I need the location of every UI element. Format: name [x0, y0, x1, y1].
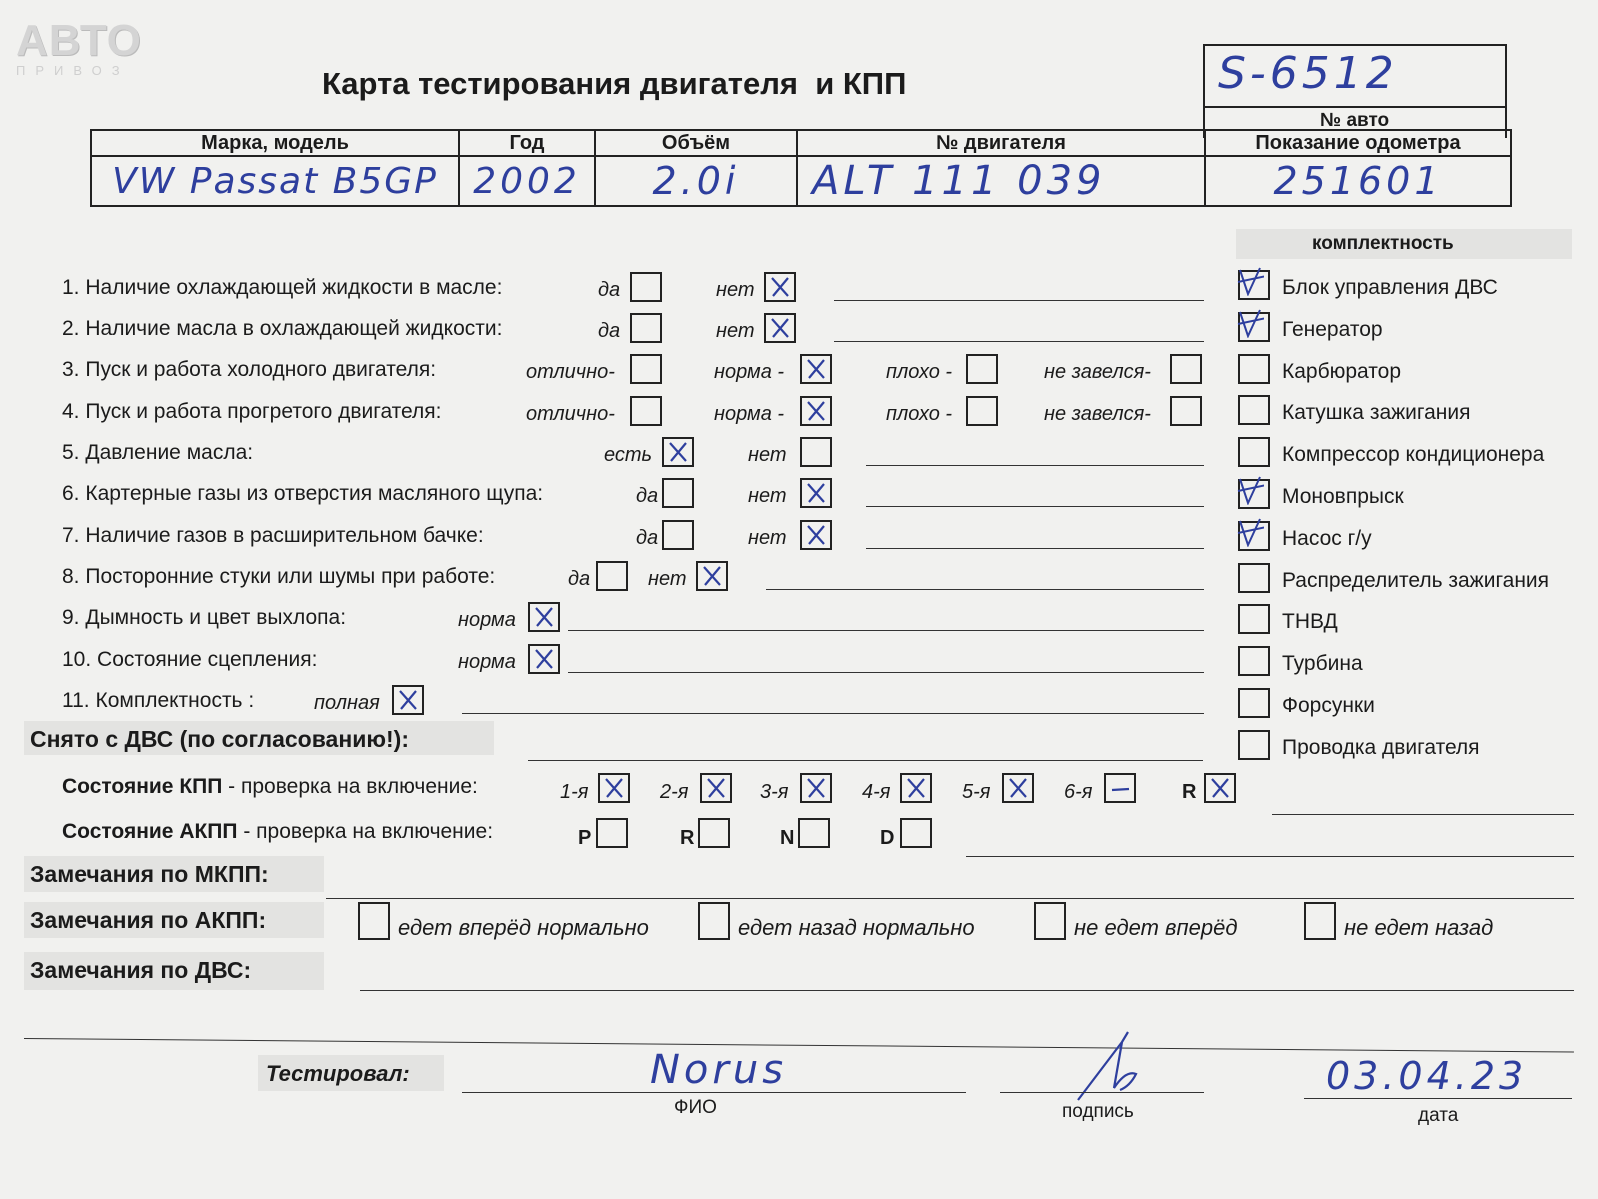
- signature-line: [1000, 1092, 1204, 1093]
- odometer-value: 251601: [1273, 159, 1443, 203]
- item-3-option-1-checkbox[interactable]: [630, 354, 662, 384]
- item-5-notes-line: [866, 465, 1204, 466]
- completeness-title: комплектность: [1312, 233, 1454, 254]
- item-5-option-1-checkbox[interactable]: [662, 437, 694, 467]
- item-1-option-2-checkbox[interactable]: [764, 272, 796, 302]
- signature-mark: [1070, 1028, 1160, 1108]
- gear-1-label: 1-я: [560, 781, 589, 803]
- item-3-option-4-label: не завелся-: [1044, 361, 1151, 383]
- item-4-option-1-label: отлично-: [526, 403, 615, 425]
- vehicle-header-table: [90, 129, 1512, 207]
- item-3-option-2-checkbox[interactable]: [800, 354, 832, 384]
- item-4-label: 4. Пуск и работа прогретого двигателя:: [62, 400, 442, 423]
- akpp-mode-N-label: N: [780, 827, 795, 849]
- item-8-label: 8. Посторонние стуки или шумы при работе:: [62, 565, 496, 588]
- item-4-option-2-checkbox[interactable]: [800, 396, 832, 426]
- completeness-5-checkbox[interactable]: [1238, 437, 1270, 467]
- completeness-9-label: ТНВД: [1282, 610, 1338, 634]
- date-line: [1304, 1098, 1572, 1099]
- completeness-3-checkbox[interactable]: [1238, 354, 1270, 384]
- remarks-mkpp-line: [326, 898, 1574, 899]
- akpp-remark-3-label: не едет вперёд: [1074, 915, 1238, 940]
- akpp-mode-D-label: D: [880, 827, 895, 849]
- item-4-option-4-label: не завелся-: [1044, 403, 1151, 425]
- item-8-option-2-checkbox[interactable]: [696, 561, 728, 591]
- akpp-mode-R-label: R: [680, 827, 695, 849]
- logo-main-text: АВТО: [16, 16, 142, 65]
- gear-7-checkbox[interactable]: [1204, 773, 1236, 803]
- item-10-option-1-label: норма: [458, 651, 516, 673]
- engine-number-value: ALT 111 039: [812, 158, 1106, 204]
- akpp-label-rest: - проверка на включение:: [237, 820, 494, 843]
- item-1-label: 1. Наличие охлаждающей жидкости в масле:: [62, 276, 503, 299]
- akpp-mode-R-checkbox[interactable]: [698, 818, 730, 848]
- completeness-2-label: Генератор: [1282, 317, 1383, 341]
- item-1-option-2-label: нет: [716, 279, 755, 301]
- item-8-option-1-label: да: [568, 568, 591, 590]
- item-3-option-3-checkbox[interactable]: [966, 354, 998, 384]
- gear-3-checkbox[interactable]: [800, 773, 832, 803]
- completeness-11-label: Форсунки: [1282, 694, 1375, 717]
- item-1-option-1-label: да: [598, 279, 621, 301]
- item-9-option-1-checkbox[interactable]: [528, 602, 560, 632]
- completeness-11-checkbox[interactable]: [1238, 688, 1270, 718]
- year-value: 2002: [473, 160, 581, 202]
- gear-5-checkbox[interactable]: [1002, 773, 1034, 803]
- signature-label: подпись: [1062, 1101, 1134, 1122]
- item-11-option-1-label: полная: [314, 692, 380, 714]
- completeness-5-label: Компрессор кондиционера: [1282, 443, 1545, 467]
- item-4-option-3-label: плохо -: [886, 403, 953, 425]
- completeness-4-checkbox[interactable]: [1238, 395, 1270, 425]
- item-8-option-1-checkbox[interactable]: [596, 561, 628, 591]
- car-number-label: № авто: [1320, 110, 1390, 131]
- completeness-12-checkbox[interactable]: [1238, 730, 1270, 760]
- item-1-option-1-checkbox[interactable]: [630, 272, 662, 302]
- akpp-mode-P-checkbox[interactable]: [596, 818, 628, 848]
- item-11-option-1-checkbox[interactable]: [392, 685, 424, 715]
- item-6-option-2-label: нет: [748, 485, 787, 507]
- odometer-label: Показание одометра: [1255, 131, 1461, 154]
- item-11-label: 11. Комплектность :: [62, 689, 255, 712]
- item-2-option-2-label: нет: [716, 320, 755, 342]
- remarks-extra-line: [24, 1038, 1574, 1053]
- name-line: [462, 1092, 966, 1093]
- remarks-engine-label: Замечания по ДВС:: [30, 957, 252, 983]
- akpp-remark-1-checkbox[interactable]: [358, 902, 390, 940]
- completeness-2-checkbox[interactable]: [1238, 312, 1270, 342]
- completeness-7-checkbox[interactable]: [1238, 521, 1270, 551]
- completeness-8-label: Распределитель зажигания: [1282, 568, 1550, 592]
- completeness-4-label: Катушка зажигания: [1282, 401, 1471, 425]
- akpp-remark-2-label: едет назад нормально: [738, 915, 975, 940]
- item-9-notes-line: [568, 630, 1204, 631]
- item-7-option-1-label: да: [636, 527, 659, 549]
- mkpp-label-rest: - проверка на включение:: [222, 775, 478, 798]
- completeness-1-label: Блок управления ДВС: [1282, 276, 1498, 299]
- item-6-notes-line: [866, 506, 1204, 507]
- completeness-1-checkbox[interactable]: [1238, 270, 1270, 300]
- item-5-option-1-label: есть: [604, 444, 653, 466]
- completeness-6-checkbox[interactable]: [1238, 479, 1270, 509]
- gear-4-checkbox[interactable]: [900, 773, 932, 803]
- gear-6-label: 6-я: [1064, 781, 1093, 803]
- completeness-8-checkbox[interactable]: [1238, 563, 1270, 593]
- item-3-option-4-checkbox[interactable]: [1170, 354, 1202, 384]
- car-number-value: S-6512: [1218, 48, 1398, 99]
- removed-note: (по согласованию!):: [173, 726, 409, 752]
- akpp-remark-3-checkbox[interactable]: [1034, 902, 1066, 940]
- item-10-option-1-checkbox[interactable]: [528, 644, 560, 674]
- completeness-10-label: Турбина: [1282, 652, 1363, 676]
- year-label: Год: [509, 131, 545, 154]
- engine-number-label: № двигателя: [936, 131, 1066, 154]
- page-title: Карта тестирования двигателя и КПП: [322, 66, 907, 101]
- item-7-option-2-checkbox[interactable]: [800, 520, 832, 550]
- akpp-mode-N-checkbox[interactable]: [798, 818, 830, 848]
- item-7-option-1-checkbox[interactable]: [662, 520, 694, 550]
- akpp-modes-line: [966, 856, 1574, 857]
- item-6-option-1-checkbox[interactable]: [662, 478, 694, 508]
- akpp-label-bold: Состояние АКПП: [62, 820, 238, 843]
- mkpp-label-bold: Состояние КПП: [62, 775, 223, 798]
- tested-label: Тестировал:: [266, 1061, 410, 1086]
- remarks-akpp-label: Замечания по АКПП:: [30, 907, 267, 933]
- item-10-label: 10. Состояние сцепления:: [62, 648, 318, 671]
- akpp-remark-1-label: едет вперёд нормально: [398, 915, 649, 940]
- item-2-option-2-checkbox[interactable]: [764, 313, 796, 343]
- gear-2-label: 2-я: [660, 781, 689, 803]
- item-3-option-1-label: отлично-: [526, 361, 615, 383]
- make-model-value: VW Passat B5GP: [112, 160, 438, 202]
- mkpp-check-label: [62, 775, 478, 799]
- volume-value: 2.0і: [652, 159, 740, 203]
- item-2-notes-line: [834, 341, 1204, 342]
- item-4-option-2-label: норма -: [714, 403, 785, 425]
- item-6-label: 6. Картерные газы из отверстия масляного щупа:: [62, 482, 544, 505]
- mkpp-gears-line: [1272, 814, 1574, 815]
- gear-6-checkbox[interactable]: [1104, 773, 1136, 803]
- completeness-7-label: Насос г/у: [1282, 526, 1372, 550]
- item-5-option-2-checkbox[interactable]: [800, 437, 832, 467]
- item-4-option-4-checkbox[interactable]: [1170, 396, 1202, 426]
- avto-privoz-logo: [16, 18, 142, 78]
- gear-3-label: 3-я: [760, 781, 789, 803]
- removed-label: [30, 727, 409, 751]
- removed-label-bold: Снято с ДВС: [30, 726, 174, 752]
- completeness-10-checkbox[interactable]: [1238, 646, 1270, 676]
- date-label: дата: [1418, 1105, 1459, 1126]
- item-1-notes-line: [834, 300, 1204, 301]
- item-8-notes-line: [766, 589, 1204, 590]
- remarks-engine-line: [360, 990, 1574, 991]
- item-2-option-1-checkbox[interactable]: [630, 313, 662, 343]
- item-7-label: 7. Наличие газов в расширительном бачке:: [62, 524, 484, 547]
- item-8-option-2-label: нет: [648, 568, 687, 590]
- completeness-3-label: Карбюратор: [1282, 359, 1402, 383]
- item-11-notes-line: [462, 713, 1204, 714]
- gear-2-checkbox[interactable]: [700, 773, 732, 803]
- item-2-label: 2. Наличие масла в охлаждающей жидкости:: [62, 317, 503, 340]
- removed-line: [528, 760, 1203, 761]
- gear-7-label: R: [1182, 781, 1197, 803]
- item-9-option-1-label: норма: [458, 609, 516, 631]
- tester-name-value: Norus: [650, 1047, 788, 1093]
- item-4-option-1-checkbox[interactable]: [630, 396, 662, 426]
- completeness-9-checkbox[interactable]: [1238, 604, 1270, 634]
- make-model-label: Марка, модель: [201, 131, 349, 154]
- akpp-remark-4-checkbox[interactable]: [1304, 902, 1336, 940]
- item-9-label: 9. Дымность и цвет выхлопа:: [62, 606, 347, 629]
- remarks-mkpp-label: Замечания по МКПП:: [30, 861, 269, 887]
- akpp-remark-2-checkbox[interactable]: [698, 902, 730, 940]
- completeness-6-label: Моновпрыск: [1282, 485, 1404, 508]
- item-7-notes-line: [866, 548, 1204, 549]
- item-10-notes-line: [568, 672, 1204, 673]
- akpp-check-label: [62, 820, 493, 844]
- item-3-option-3-label: плохо -: [886, 361, 953, 383]
- item-3-option-2-label: норма -: [714, 361, 785, 383]
- item-6-option-2-checkbox[interactable]: [800, 478, 832, 508]
- item-5-option-2-label: нет: [748, 444, 787, 466]
- volume-label: Объём: [661, 131, 731, 154]
- date-value: 03.04.23: [1326, 1054, 1528, 1098]
- akpp-mode-D-checkbox[interactable]: [900, 818, 932, 848]
- gear-1-checkbox[interactable]: [598, 773, 630, 803]
- item-2-option-1-label: да: [598, 320, 621, 342]
- item-3-label: 3. Пуск и работа холодного двигателя:: [62, 358, 437, 381]
- completeness-12-label: Проводка двигателя: [1282, 735, 1480, 759]
- gear-5-label: 5-я: [962, 781, 991, 803]
- item-6-option-1-label: да: [636, 485, 659, 507]
- item-4-option-3-checkbox[interactable]: [966, 396, 998, 426]
- item-5-label: 5. Давление масла:: [62, 441, 254, 464]
- gear-4-label: 4-я: [862, 781, 891, 803]
- name-label: ФИО: [674, 1097, 717, 1118]
- logo-sub-text: ПРИВОЗ: [16, 63, 130, 78]
- akpp-mode-P-label: P: [578, 827, 592, 849]
- akpp-remark-4-label: не едет назад: [1344, 915, 1494, 940]
- item-7-option-2-label: нет: [748, 527, 787, 549]
